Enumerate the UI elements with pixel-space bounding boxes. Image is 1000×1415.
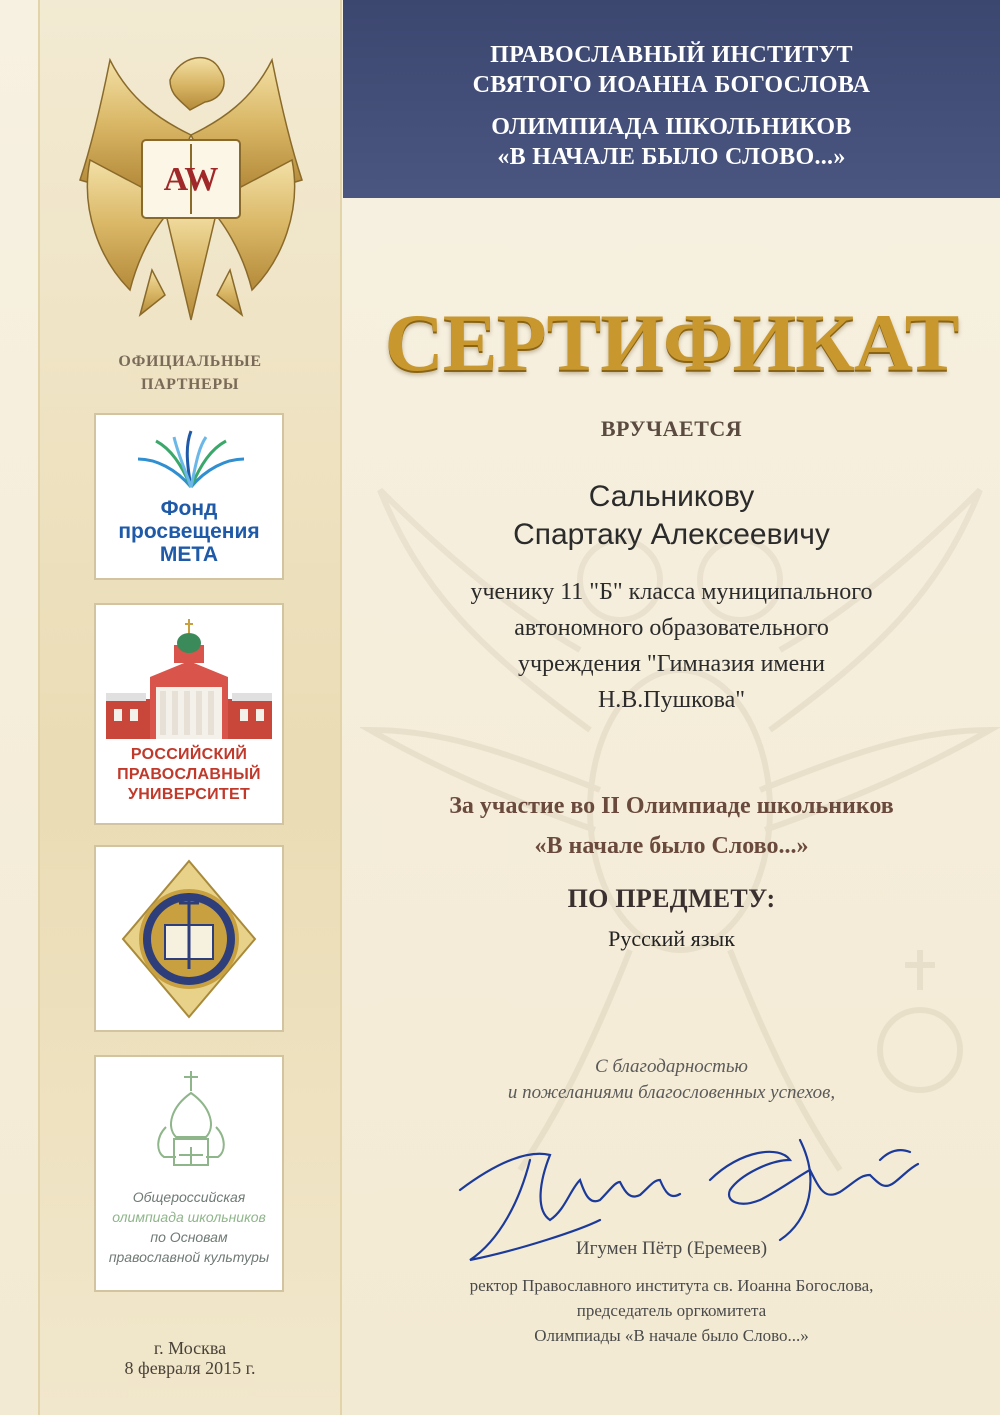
olympiad-name-line2: «В НАЧАЛЕ БЫЛО СЛОВО...»	[497, 144, 846, 170]
partner-card-meta	[94, 413, 284, 580]
institute-name-line1: ПРАВОСЛАВНЫЙ ИНСТИТУТ	[490, 42, 853, 68]
institute-name-line2: СВЯТОГО ИОАННА БОГОСЛОВА	[472, 72, 871, 98]
partner-card-opk	[94, 1055, 284, 1292]
cross-book-emblem-icon	[121, 859, 257, 1019]
handwritten-signature	[440, 1120, 920, 1270]
recipient-given-names: Спартаку Алексеевичу	[513, 518, 830, 551]
signer-title-line3: Олимпиады «В начале было Слово...»	[534, 1326, 809, 1345]
rpu-line2: ПРАВОСЛАВНЫЙ	[117, 766, 261, 783]
partners-title-line2: ПАРТНЕРЫ	[140, 376, 240, 393]
participation-line1: За участие во II Олимпиаде школьников	[449, 793, 894, 819]
olympiad-name-line1: ОЛИМПИАДА ШКОЛЬНИКОВ	[491, 114, 852, 140]
desc-line1: ученику 11 "Б" класса муниципального	[470, 579, 873, 605]
partner-card-rpu	[94, 603, 284, 825]
institute-emblem	[70, 40, 312, 330]
desc-line4: Н.В.Пушкова"	[597, 687, 746, 713]
church-dome-icon	[146, 1067, 236, 1177]
partner-card-emblem	[94, 845, 284, 1032]
institute-header	[343, 0, 1000, 198]
rpu-line1: РОССИЙСКИЙ	[130, 746, 248, 763]
university-building-icon	[106, 617, 272, 739]
meta-line1: Фонд	[160, 497, 218, 520]
desc-line2: автономного образовательного	[514, 615, 829, 641]
signer-title	[343, 1273, 1000, 1348]
subject-value: Русский язык	[608, 926, 735, 951]
partners-title	[38, 350, 342, 396]
subject-label: ПО ПРЕДМЕТУ:	[567, 884, 776, 913]
recipient-description	[343, 574, 1000, 718]
opk-line3: по Основам	[150, 1229, 228, 1245]
issue-date: 8 февраля 2015 г.	[124, 1358, 256, 1378]
opk-line1: Общероссийская	[132, 1189, 246, 1205]
recipient-name	[343, 478, 1000, 554]
thanks-line1: С благодарностью	[595, 1056, 748, 1077]
city: г. Москва	[153, 1338, 227, 1358]
emblem-letters: AW	[163, 161, 219, 198]
thanks-text	[343, 1054, 1000, 1106]
desc-line3: учреждения "Гимназия имени	[518, 651, 825, 677]
awarded-label: ВРУЧАЕТСЯ	[600, 416, 743, 441]
opk-line2: олимпиада школьников	[112, 1209, 266, 1225]
signer-name: Игумен Пётр (Еремеев)	[575, 1238, 768, 1259]
participation-line2: «В начале было Слово...»	[534, 833, 809, 859]
partners-title-line1: ОФИЦИАЛЬНЫЕ	[118, 353, 262, 370]
recipient-surname: Сальникову	[588, 480, 755, 513]
meta-line3: МЕТА	[159, 543, 219, 566]
signer-title-line1: ректор Православного института св. Иоанна Богослова,	[469, 1276, 874, 1295]
meta-line2: просвещения	[118, 520, 260, 543]
thanks-line2: и пожеланиями благословенных успехов,	[507, 1082, 836, 1103]
participation-text	[343, 786, 1000, 866]
rpu-line3: УНИВЕРСИТЕТ	[127, 786, 251, 803]
certificate-title: СЕРТИФИКАТ	[384, 297, 959, 388]
location-date	[38, 1338, 342, 1378]
opk-line4: православной культуры	[108, 1249, 270, 1265]
signer-title-line2: председатель оргкомитета	[576, 1301, 767, 1320]
meta-leaves-icon	[136, 429, 246, 491]
